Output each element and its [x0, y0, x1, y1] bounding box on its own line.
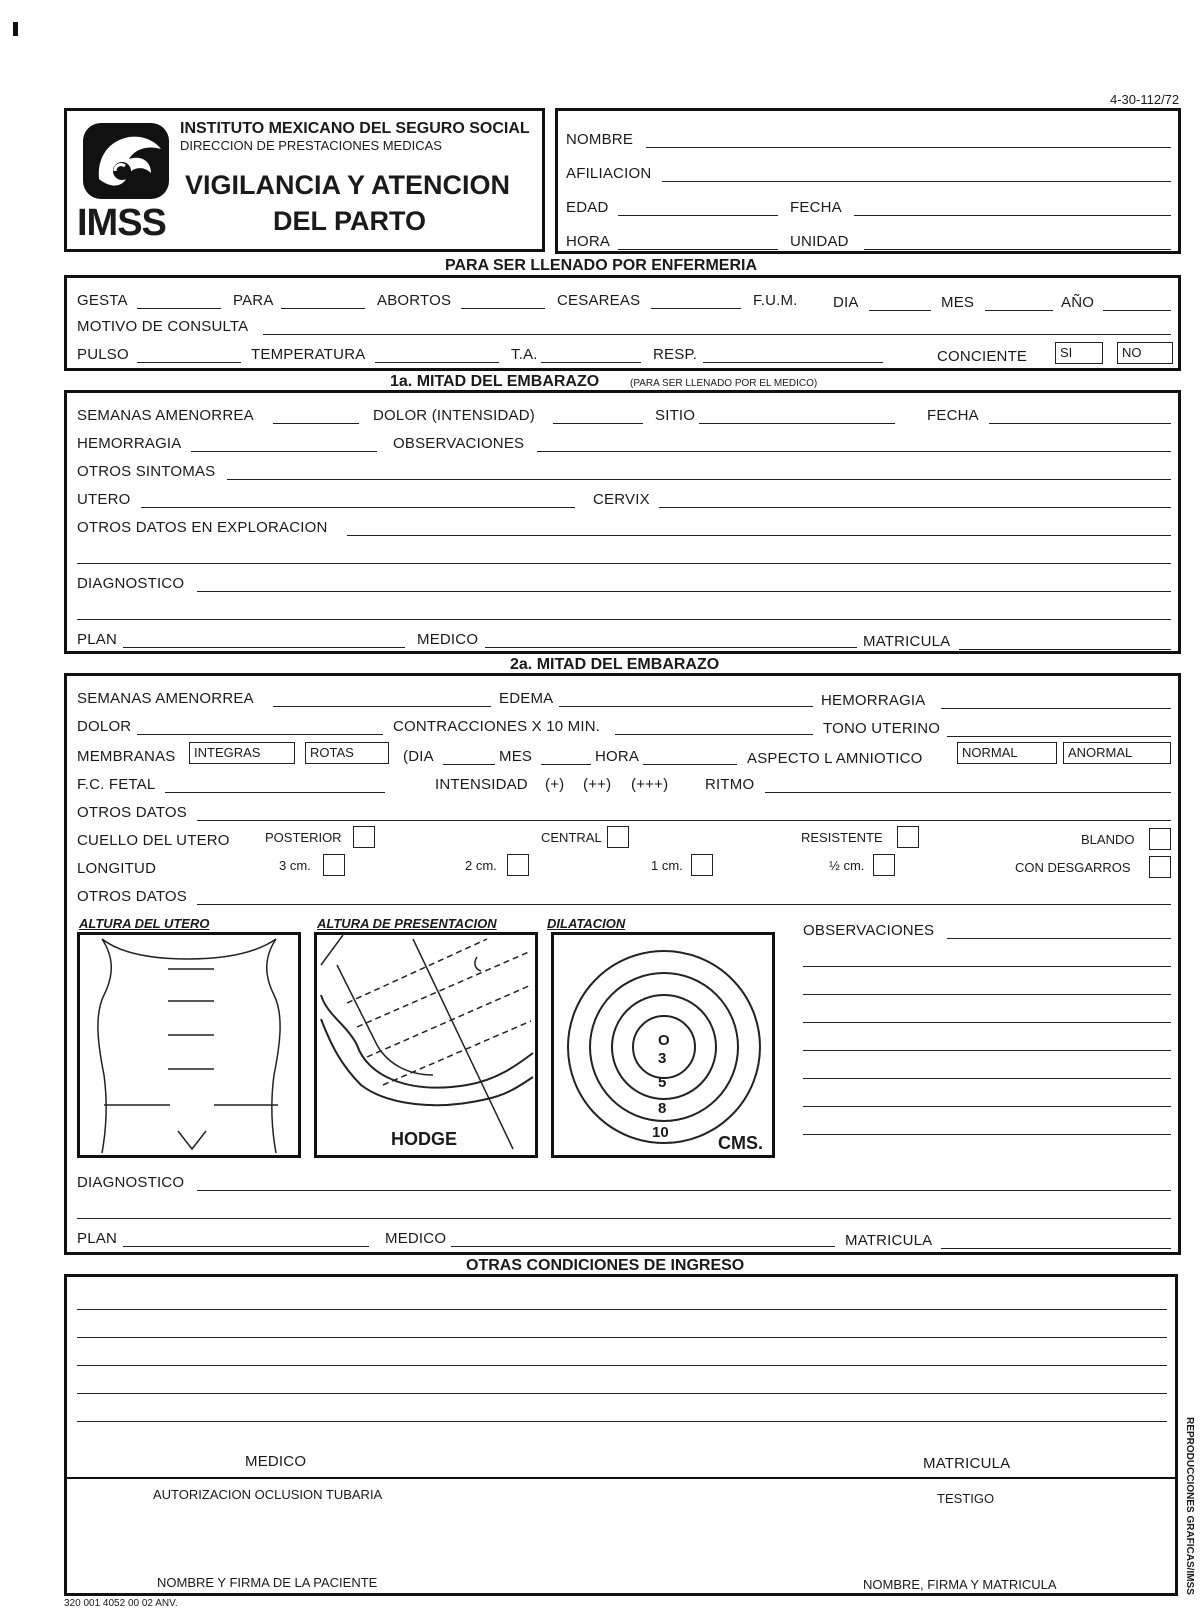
observaciones-2-line-6[interactable] — [803, 1078, 1171, 1079]
label-otros-sintomas: OTROS SINTOMAS — [77, 463, 216, 480]
enfermeria-box — [64, 275, 1181, 371]
label-autorizacion-oclusion: AUTORIZACION OCLUSION TUBARIA — [153, 1487, 383, 1502]
label-central: CENTRAL — [541, 830, 602, 845]
label-blando: BLANDO — [1081, 832, 1135, 847]
tono-uterino-field[interactable] — [947, 736, 1171, 737]
ingreso-line-3[interactable] — [77, 1365, 1167, 1366]
label-ta: T.A. — [511, 346, 538, 363]
conciente-no-box[interactable]: NO — [1117, 342, 1173, 364]
observaciones-2-line-7[interactable] — [803, 1106, 1171, 1107]
label-anio: AÑO — [1061, 294, 1095, 311]
label-otros-datos-2b: OTROS DATOS — [77, 888, 187, 905]
afiliacion-field[interactable] — [662, 181, 1171, 182]
central-checkbox[interactable] — [607, 826, 629, 848]
motivo-field[interactable] — [263, 334, 1171, 335]
label-matricula-1: MATRICULA — [863, 633, 951, 650]
plan-2-field[interactable] — [123, 1246, 369, 1247]
label-resistente: RESISTENTE — [801, 830, 883, 845]
membranas-integras-box[interactable]: INTEGRAS — [189, 742, 295, 764]
anio-field[interactable] — [1103, 310, 1171, 311]
cms-label: CMS. — [718, 1133, 763, 1153]
label-matricula-ingreso: MATRICULA — [923, 1455, 1011, 1472]
label-altura-presentacion: ALTURA DE PRESENTACION — [317, 916, 497, 931]
fecha-field[interactable] — [854, 215, 1171, 216]
label-membranas: MEMBRANAS — [77, 748, 176, 765]
observaciones-2-line-8[interactable] — [803, 1134, 1171, 1135]
ingreso-line-2[interactable] — [77, 1337, 1167, 1338]
longitud-1cm-checkbox[interactable] — [691, 854, 713, 876]
label-fecha: FECHA — [790, 199, 842, 216]
section-title-segunda: 2a. MITAD DEL EMBARAZO — [510, 656, 720, 673]
ritmo-field[interactable] — [765, 792, 1171, 793]
label-edad: EDAD — [566, 199, 609, 216]
label-posterior: POSTERIOR — [265, 830, 342, 845]
section-title-primera: 1a. MITAD DEL EMBARAZO — [390, 373, 600, 390]
ingreso-line-4[interactable] — [77, 1393, 1167, 1394]
otros-datos-2b-field[interactable] — [197, 904, 1171, 905]
label-diagnostico-2: DIAGNOSTICO — [77, 1174, 185, 1191]
form-title-line1: VIGILANCIA Y ATENCION — [185, 170, 511, 200]
matricula-2-field[interactable] — [941, 1248, 1171, 1249]
label-dolor-1: DOLOR (INTENSIDAD) — [373, 407, 535, 424]
label-hemorragia-2: HEMORRAGIA — [821, 692, 926, 709]
label-half-cm: ½ cm. — [829, 858, 865, 873]
label-cervix: CERVIX — [593, 491, 650, 508]
membranas-rotas-box[interactable]: ROTAS — [305, 742, 389, 764]
posterior-checkbox[interactable] — [353, 826, 375, 848]
section-title-enfermeria: PARA SER LLENADO POR ENFERMERIA — [445, 257, 758, 274]
label-ritmo: RITMO — [705, 776, 755, 793]
hodge-planes-icon — [317, 935, 535, 1155]
label-hemorragia-1: HEMORRAGIA — [77, 435, 182, 452]
label-matricula-2: MATRICULA — [845, 1232, 933, 1249]
header-title-box — [64, 108, 545, 252]
label-plan-1: PLAN — [77, 631, 117, 648]
label-longitud: LONGITUD — [77, 860, 157, 877]
dolor-1-field[interactable] — [553, 423, 643, 424]
hora-2-field[interactable] — [643, 764, 737, 765]
altura-utero-diagram — [77, 932, 301, 1158]
form-code: 4-30-112/72 — [1110, 92, 1180, 107]
cesareas-field[interactable] — [651, 308, 741, 309]
utero-field[interactable] — [141, 507, 575, 508]
observaciones-2-field[interactable] — [947, 938, 1171, 939]
label-medico-2: MEDICO — [385, 1230, 447, 1247]
intensidad-option-3[interactable]: (+++) — [631, 776, 669, 793]
diagnostico-2-field[interactable] — [197, 1190, 1171, 1191]
segunda-mitad-box — [64, 673, 1181, 1255]
form-title-line2: DEL PARTO — [273, 206, 427, 236]
conciente-si-box[interactable]: SI — [1055, 342, 1103, 364]
temperatura-field[interactable] — [375, 362, 499, 363]
dilatacion-value-3: 3 — [658, 1050, 667, 1067]
intensidad-option-2[interactable]: (++) — [583, 776, 612, 793]
longitud-half-cm-checkbox[interactable] — [873, 854, 895, 876]
section-note-primera: (PARA SER LLENADO POR EL MEDICO) — [630, 378, 818, 389]
otros-datos-exploracion-field[interactable] — [347, 535, 1171, 536]
primera-mitad-box — [64, 390, 1181, 654]
semanas-1-field[interactable] — [273, 423, 359, 424]
unidad-field[interactable] — [864, 249, 1171, 250]
label-afiliacion: AFILIACION — [566, 165, 652, 182]
mes-2-field[interactable] — [541, 764, 591, 765]
observaciones-1-field[interactable] — [537, 451, 1171, 452]
dolor-2-field[interactable] — [137, 734, 383, 735]
observaciones-2-line-5[interactable] — [803, 1050, 1171, 1051]
aspecto-anormal-box[interactable]: ANORMAL — [1063, 742, 1171, 764]
sitio-1-field[interactable] — [699, 423, 895, 424]
label-para: PARA — [233, 292, 274, 309]
label-contracciones: CONTRACCIONES X 10 MIN. — [393, 718, 601, 735]
label-cuello-utero: CUELLO DEL UTERO — [77, 832, 230, 849]
ingreso-divider — [67, 1477, 1175, 1479]
otros-datos-2a-field[interactable] — [197, 820, 1171, 821]
label-dolor-2: DOLOR — [77, 718, 132, 735]
side-vertical-text: REPRODUCCIONES GRAFICAS/IMSS — [1183, 1417, 1195, 1595]
label-observaciones-1: OBSERVACIONES — [393, 435, 525, 452]
ingreso-line-5[interactable] — [77, 1421, 1167, 1422]
label-mes-2: MES — [499, 748, 533, 765]
altura-presentacion-diagram — [314, 932, 538, 1158]
label-hora: HORA — [566, 233, 611, 250]
label-diagnostico-1: DIAGNOSTICO — [77, 575, 185, 592]
label-dia: DIA — [833, 294, 859, 311]
medico-2-field[interactable] — [451, 1246, 835, 1247]
fc-fetal-field[interactable] — [165, 792, 385, 793]
dilatacion-value-8: 8 — [658, 1100, 667, 1117]
medico-1-field[interactable] — [485, 647, 857, 648]
direction-name: DIRECCION DE PRESTACIONES MEDICAS — [180, 138, 442, 153]
label-altura-utero: ALTURA DEL UTERO — [79, 916, 210, 931]
label-firma-paciente: NOMBRE Y FIRMA DE LA PACIENTE — [157, 1575, 378, 1590]
corner-mark — [13, 22, 18, 36]
hemorragia-1-field[interactable] — [191, 451, 377, 452]
semanas-2-field[interactable] — [273, 706, 491, 707]
label-resp: RESP. — [653, 346, 698, 363]
label-fum: F.U.M. — [753, 292, 798, 309]
matricula-1-field[interactable] — [959, 649, 1171, 650]
logo-text: IMSS — [77, 202, 166, 244]
label-pulso: PULSO — [77, 346, 129, 363]
observaciones-2-line-4[interactable] — [803, 1022, 1171, 1023]
dilatacion-value-5: 5 — [658, 1074, 667, 1091]
observaciones-2-line-3[interactable] — [803, 994, 1171, 995]
plan-1-field[interactable] — [123, 647, 405, 648]
label-fecha-1: FECHA — [927, 407, 979, 424]
label-edema: EDEMA — [499, 690, 554, 707]
nombre-field[interactable] — [646, 147, 1171, 148]
intensidad-option-1[interactable]: (+) — [545, 776, 565, 793]
label-3cm: 3 cm. — [279, 858, 311, 873]
edema-field[interactable] — [559, 706, 813, 707]
imss-logo — [77, 119, 177, 249]
label-semanas-1: SEMANAS AMENORREA — [77, 407, 254, 424]
longitud-2cm-checkbox[interactable] — [507, 854, 529, 876]
label-mes: MES — [941, 294, 975, 311]
mes-field[interactable] — [985, 310, 1053, 311]
resp-field[interactable] — [703, 362, 883, 363]
contracciones-field[interactable] — [615, 734, 813, 735]
diagnostico-2-line-2[interactable] — [77, 1218, 1171, 1219]
label-testigo: TESTIGO — [937, 1491, 995, 1506]
edad-field[interactable] — [618, 215, 778, 216]
observaciones-2-line-2[interactable] — [803, 966, 1171, 967]
label-tono-uterino: TONO UTERINO — [823, 720, 941, 737]
footer-code: 320 001 4052 00 02 ANV. — [64, 1598, 178, 1609]
label-observaciones-2: OBSERVACIONES — [803, 922, 935, 939]
label-utero: UTERO — [77, 491, 131, 508]
imss-eagle-icon — [77, 119, 177, 203]
label-cesareas: CESAREAS — [557, 292, 641, 309]
label-unidad: UNIDAD — [790, 233, 849, 250]
uterus-outline-icon — [80, 935, 298, 1155]
label-desgarros: CON DESGARROS — [1015, 860, 1131, 875]
label-medico-ingreso: MEDICO — [245, 1453, 307, 1470]
otros-sintomas-field[interactable] — [227, 479, 1171, 480]
longitud-3cm-checkbox[interactable] — [323, 854, 345, 876]
label-dilatacion: DILATACION — [547, 916, 626, 931]
hodge-label: HODGE — [391, 1129, 458, 1149]
diagnostico-1-line-2[interactable] — [77, 619, 1171, 620]
label-abortos: ABORTOS — [377, 292, 452, 309]
otros-datos-exploracion-line-2[interactable] — [77, 563, 1171, 564]
label-sitio-1: SITIO — [655, 407, 696, 424]
dilatacion-value-10: 10 — [652, 1124, 669, 1141]
pulso-field[interactable] — [137, 362, 241, 363]
label-gesta: GESTA — [77, 292, 128, 309]
section-title-ingreso: OTRAS CONDICIONES DE INGRESO — [466, 1257, 745, 1274]
label-otros-datos-exploracion: OTROS DATOS EN EXPLORACION — [77, 519, 328, 536]
label-motivo: MOTIVO DE CONSULTA — [77, 318, 249, 335]
label-fc-fetal: F.C. FETAL — [77, 776, 156, 793]
dia-field[interactable] — [869, 310, 931, 311]
fecha-1-field[interactable] — [989, 423, 1171, 424]
resistente-checkbox[interactable] — [897, 826, 919, 848]
label-firma-testigo: NOMBRE, FIRMA Y MATRICULA — [863, 1577, 1057, 1592]
ta-field[interactable] — [541, 362, 641, 363]
blando-checkbox[interactable] — [1149, 828, 1171, 850]
label-1cm: 1 cm. — [651, 858, 683, 873]
label-aspecto: ASPECTO L AMNIOTICO — [747, 750, 923, 767]
dilatacion-value-0: O — [658, 1032, 670, 1049]
aspecto-normal-box[interactable]: NORMAL — [957, 742, 1057, 764]
institution-name: INSTITUTO MEXICANO DEL SEGURO SOCIAL — [180, 120, 530, 137]
label-intensidad: INTENSIDAD — [435, 776, 528, 793]
label-conciente: CONCIENTE — [937, 348, 1028, 365]
dilatacion-diagram — [551, 932, 775, 1158]
label-temperatura: TEMPERATURA — [251, 346, 366, 363]
hemorragia-2-field[interactable] — [941, 708, 1171, 709]
abortos-field[interactable] — [461, 308, 545, 309]
gesta-field[interactable] — [137, 308, 221, 309]
diagnostico-1-field[interactable] — [197, 591, 1171, 592]
ingreso-box — [64, 1274, 1178, 1596]
label-otros-datos-2a: OTROS DATOS — [77, 804, 187, 821]
patient-info-box — [555, 108, 1181, 254]
cervix-field[interactable] — [659, 507, 1171, 508]
label-semanas-2: SEMANAS AMENORREA — [77, 690, 254, 707]
label-dia-2: (DIA — [403, 748, 434, 765]
hora-field[interactable] — [618, 249, 778, 250]
label-medico-1: MEDICO — [417, 631, 479, 648]
ingreso-line-1[interactable] — [77, 1309, 1167, 1310]
desgarros-checkbox[interactable] — [1149, 856, 1171, 878]
label-plan-2: PLAN — [77, 1230, 117, 1247]
para-field[interactable] — [281, 308, 365, 309]
label-nombre: NOMBRE — [566, 131, 634, 148]
dia-2-field[interactable] — [443, 764, 495, 765]
label-2cm: 2 cm. — [465, 858, 497, 873]
label-hora-2: HORA — [595, 748, 640, 765]
